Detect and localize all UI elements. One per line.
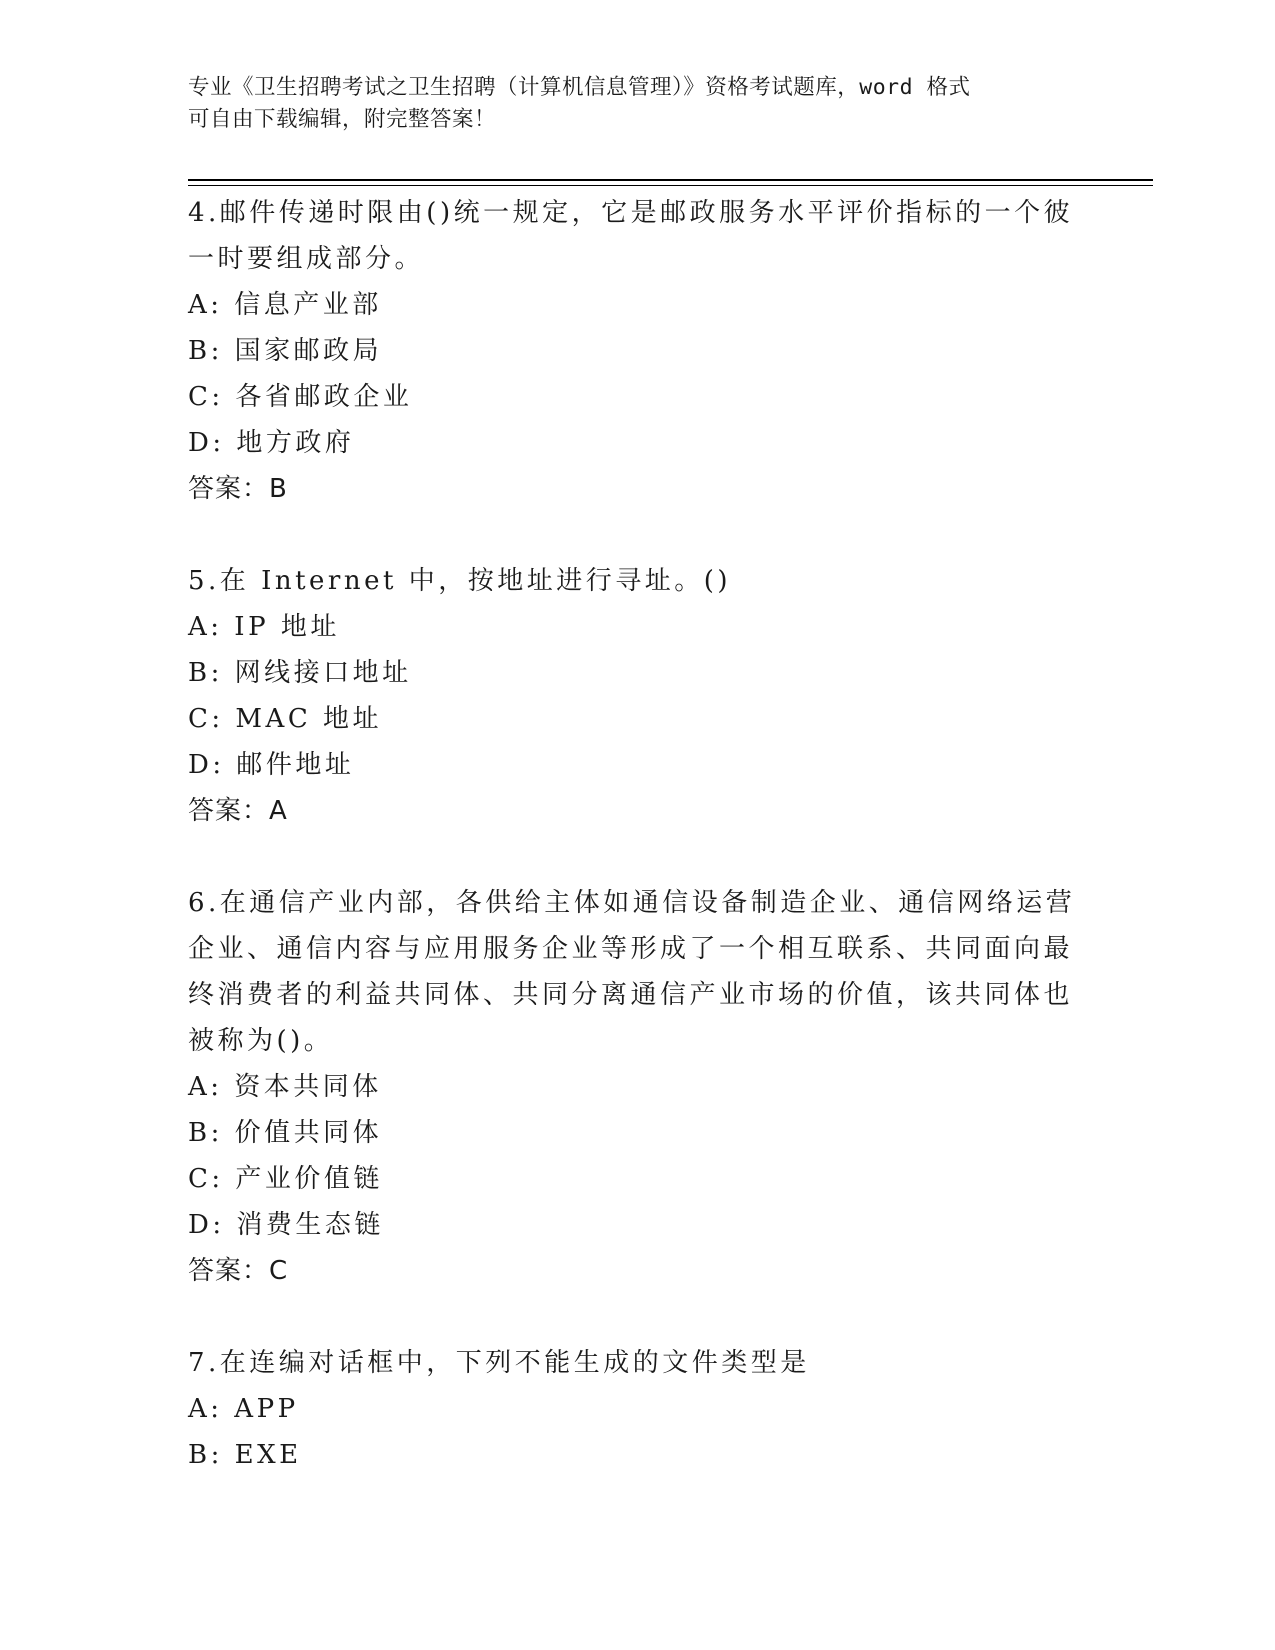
answer-line: 答案：A [188, 796, 288, 826]
question-text: 5.在 Internet 中，按地址进行寻址。() [188, 566, 731, 596]
spacer [188, 1294, 1088, 1340]
header-line-2: 可自由下载编辑，附完整答案！ [188, 107, 497, 132]
option-a: A: 信息产业部 [188, 290, 382, 320]
document-header [188, 72, 1088, 136]
option-b: B: 国家邮政局 [188, 336, 383, 366]
option-d: D: 地方政府 [188, 428, 355, 458]
option-a: A: APP [188, 1394, 299, 1424]
question-4 [188, 190, 1088, 512]
option-d: D: 消费生态链 [188, 1210, 384, 1240]
spacer [188, 834, 1088, 880]
option-b: B: 网线接口地址 [188, 658, 412, 688]
option-c: C: 各省邮政企业 [188, 382, 413, 412]
header-divider-thin [188, 185, 1153, 186]
question-text: 6.在通信产业内部，各供给主体如通信设备制造企业、通信网络运营企业、通信内容与应用服务企业等形成了一个相互联系、共同面向最终消费者的利益共同体、共同分离通信产业市场的价值，该共同体也被称为()。 [188, 888, 1076, 1056]
answer-line: 答案：B [188, 474, 288, 504]
header-line-1: 专业《卫生招聘考试之卫生招聘（计算机信息管理）》资格考试题库，word 格式 [188, 75, 971, 100]
answer-line: 答案：C [188, 1256, 289, 1286]
question-text: 4.邮件传递时限由()统一规定，它是邮政服务水平评价指标的一个彼一时要组成部分。 [188, 198, 1074, 274]
option-c: C: 产业价值链 [188, 1164, 383, 1194]
option-a: A: 资本共同体 [188, 1072, 382, 1102]
question-text: 7.在连编对话框中，下列不能生成的文件类型是 [188, 1348, 810, 1378]
question-6 [188, 880, 1088, 1294]
option-b: B: 价值共同体 [188, 1118, 383, 1148]
question-list [188, 190, 1088, 1478]
option-c: C: MAC 地址 [188, 704, 382, 734]
question-5 [188, 558, 1088, 834]
option-d: D: 邮件地址 [188, 750, 355, 780]
header-divider-thick [188, 179, 1153, 181]
spacer [188, 512, 1088, 558]
question-7 [188, 1340, 1088, 1478]
option-b: B: EXE [188, 1440, 302, 1470]
option-a: A: IP 地址 [188, 612, 340, 642]
